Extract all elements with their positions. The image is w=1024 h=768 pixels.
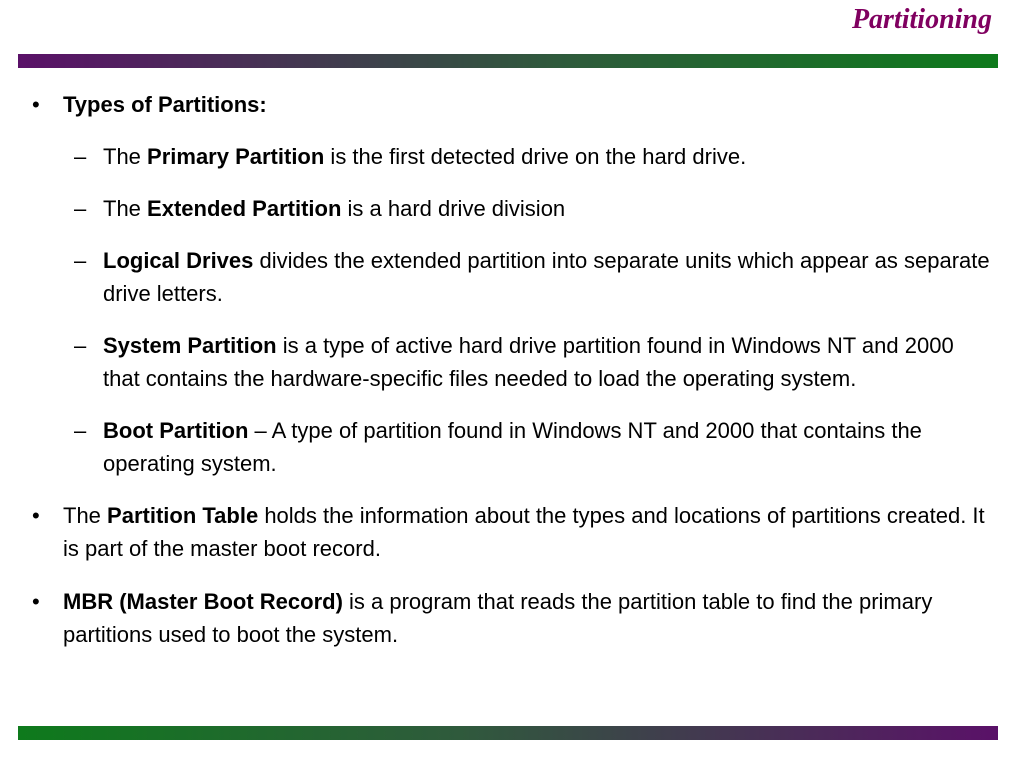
subbullet-prefix: The xyxy=(103,196,148,221)
subbullet-primary-partition xyxy=(0,140,1024,173)
bullet-types-of-partitions xyxy=(0,88,1024,121)
slide-content xyxy=(0,88,1024,671)
dash-marker: – xyxy=(74,196,87,221)
subbullet-bold-text: Boot Partition xyxy=(103,418,249,443)
bullet-text: is a program that reads the partition table to find the primary partitions used to boot the system. xyxy=(63,589,933,647)
bullet-prefix: The xyxy=(63,503,108,528)
bullet-partition-table xyxy=(0,499,1024,565)
subbullet-boot-partition xyxy=(0,414,1024,480)
bullet-bold-text: Types of Partitions: xyxy=(63,92,267,117)
dash-marker: – xyxy=(74,418,87,443)
top-divider-bar xyxy=(18,54,998,68)
subbullet-bold-text: System Partition xyxy=(103,333,277,358)
bullet-bold-text: Partition Table xyxy=(107,503,259,528)
bottom-divider-bar xyxy=(18,726,998,740)
subbullet-text: divides the extended partition into separate units which appear as separate drive letters. xyxy=(103,248,990,306)
subbullet-text: is a hard drive division xyxy=(341,196,566,221)
subbullet-text: – A type of partition found in Windows NT and 2000 that contains the operating system. xyxy=(103,418,922,476)
subbullet-logical-drives xyxy=(0,244,1024,310)
dash-marker: – xyxy=(74,333,87,358)
subbullet-text: is the first detected drive on the hard drive. xyxy=(324,144,747,169)
subbullet-bold-text: Extended Partition xyxy=(147,196,342,221)
slide-title: Partitioning xyxy=(851,4,992,35)
subbullet-text: is a type of active hard drive partition found in Windows NT and 2000 that contains the hardware-specific files needed to load the operating system. xyxy=(103,333,954,391)
bullet-text: holds the information about the types and locations of partitions created. It is part of the master boot record. xyxy=(63,503,985,561)
bullet-marker: • xyxy=(32,503,40,528)
dash-marker: – xyxy=(74,144,87,169)
dash-marker: – xyxy=(74,248,87,273)
subbullet-prefix: The xyxy=(103,144,148,169)
bullet-marker: • xyxy=(32,589,40,614)
bullet-bold-text: MBR (Master Boot Record) xyxy=(63,589,343,614)
bullet-mbr xyxy=(0,585,1024,651)
subbullet-extended-partition xyxy=(0,192,1024,225)
subbullet-system-partition xyxy=(0,329,1024,395)
bullet-marker: • xyxy=(32,92,40,117)
subbullet-bold-text: Logical Drives xyxy=(103,248,254,273)
subbullet-bold-text: Primary Partition xyxy=(147,144,325,169)
